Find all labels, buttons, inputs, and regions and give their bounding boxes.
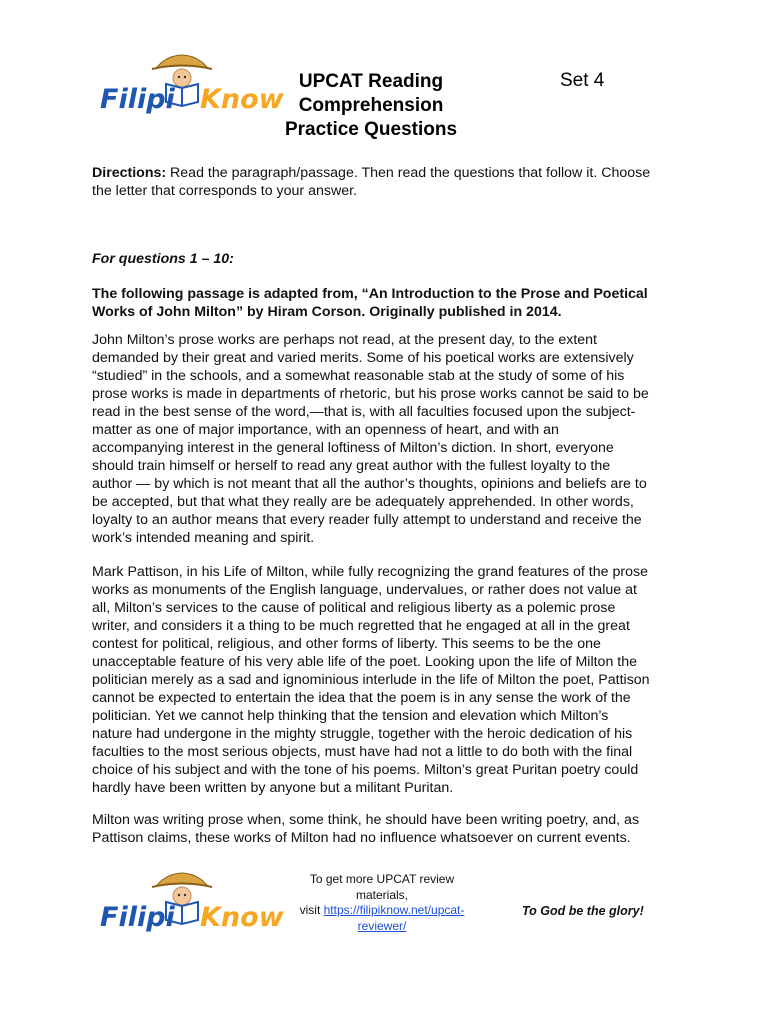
- svg-text:Filipi: Filipi: [100, 902, 175, 933]
- footer-line-3: [292, 903, 472, 934]
- passage-paragraph-2: Mark Pattison, in his Life of Milton, while fully recognizing the grand features of the prose works as monuments of the English language, undervalues, or rather does not value at all, Milton’s services to the cause of political and religious liberty as a polemic prose writer, and considers it a thing to be much regretted that he engaged at all in the great contest for political, religious, and other forms of liberty. This seems to be the one unacceptable feature of his very able life of the poet. Looking upon the life of Milton the politician merely as a sad and ignominious interlude in the life of Milton the poet, Pattison cannot be expected to entertain the idea that the poem is in any sense the work of the politician. Yet we cannot help thinking that the tension and elevation which Milton’s nature had undergone in the mighty struggle, together with the heroic dedication of his faculties to the most serious objects, must have had not a little to do both with the final choice of his subject and with the tone of his poems. Milton’s great Puritan poetry could hardly have been written by anyone but a militant Puritan.: [92, 564, 650, 796]
- passage-paragraph-1: John Milton’s prose works are perhaps not read, at the present day, to the extent demanded by their great and varied merits. Some of his poetical works are extensively “studied” in the schools, and a somewhat reasonable stab at the study of some of his prose works is made in departments of rhetoric, but his prose works cannot be said to be read in the best sense of the word,—that is, with all faculties focused upon the subject-matter as one of major importance, with an openness of heart, and with an accompanying interest in the general loftiness of Milton’s diction. In short, everyone should train himself or herself to read any great author with the fullest loyalty to the author — by which is not meant that all the author’s thoughts, opinions and beliefs are to be accepted, but that what they really are be adequately apprehended. In other words, loyalty to an author means that every reader fully attempt to understand and receive the work’s intended meaning and spirit.: [92, 332, 649, 546]
- upcat-reviewer-link[interactable]: https://filipiknow.net/upcat-reviewer/: [323, 903, 465, 933]
- footer-text: [292, 872, 472, 934]
- filipiknow-logo: [92, 44, 284, 134]
- svg-text:Know: Know: [200, 902, 284, 933]
- passage-intro: The following passage is adapted from, “An Introduction to the Prose and Poetical Works of John Milton” by Hiram Corson. Originally published in 2014.: [92, 286, 648, 320]
- directions-label: Directions:: [92, 165, 167, 181]
- filipiknow-footer-logo-graphic: [92, 862, 284, 952]
- filipiknow-logo-graphic: [92, 44, 284, 134]
- footer-visit-text: visit: [299, 903, 324, 917]
- footer-line-1: To get more UPCAT review: [309, 872, 455, 886]
- svg-text:Filipi: Filipi: [100, 84, 175, 115]
- passage-paragraph-3: Milton was writing prose when, some think, he should have been writing poetry, and, as Pattison claims, these works of Milton had no influence whatsoever on current events.: [92, 812, 640, 846]
- questions-heading: For questions 1 – 10:: [92, 251, 234, 267]
- filipiknow-footer-logo: [92, 862, 284, 952]
- page-title: [282, 70, 460, 142]
- title-line-3: Practice Questions: [284, 119, 458, 140]
- svg-text:Know: Know: [200, 84, 284, 115]
- footer-line-2: materials,: [355, 887, 408, 902]
- title-line-1: UPCAT Reading: [298, 71, 444, 92]
- directions: [92, 164, 652, 200]
- set-label: Set 4: [560, 70, 605, 91]
- directions-text: Read the paragraph/passage. Then read the questions that follow it. Choose the letter that corresponds to your answer.: [92, 165, 651, 199]
- glory-text: To God be the glory!: [522, 904, 644, 918]
- title-line-2: Comprehension: [298, 95, 444, 116]
